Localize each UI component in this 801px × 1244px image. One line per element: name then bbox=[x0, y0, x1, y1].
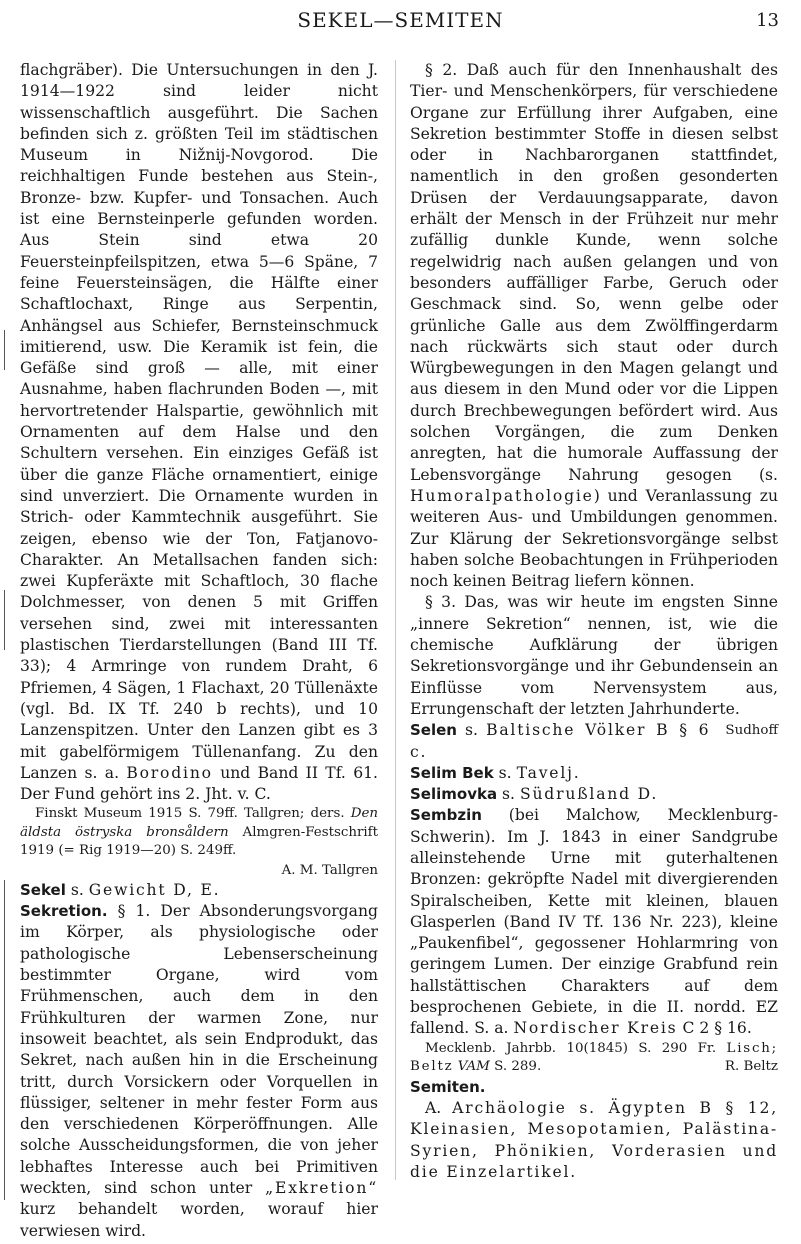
entry-selimovka: Selimovka s. Südrußland D. bbox=[410, 785, 659, 804]
scan-edge-mark bbox=[4, 590, 5, 650]
scan-edge-mark bbox=[4, 330, 5, 370]
page-header bbox=[0, 8, 801, 38]
entry-keyword: Semiten. bbox=[410, 1077, 486, 1096]
entry-keyword: Sekel bbox=[20, 880, 66, 899]
column-separator bbox=[395, 60, 396, 1180]
entry-keyword: Selim Bek bbox=[410, 763, 494, 782]
entry-keyword: Selimovka bbox=[410, 785, 498, 804]
entry-keyword: Selen bbox=[410, 721, 457, 740]
author-signature: R. Beltz bbox=[724, 1059, 778, 1075]
entry-semiten-body: A. Archäologie s. Ägypten B § 12, Kleinasien, Mesopotamien, Palästina-Syrien, Phönikien, Vorderasien und die Einzelartikel. bbox=[410, 1098, 778, 1181]
literature-reference: Mecklenb. Jahrbb. 10(1845) S. 290 Fr. Lisch; Beltz VAM S. 289. R. Beltz bbox=[410, 1040, 778, 1077]
entry-sekretion: Sekretion. § 1. Der Absonderungsvorgang im Körper, als physiologische oder pathologische Lebenserscheinung bestimmter Organe, wird vom Frühmenschen, auch dem in den Frühkulturen der warmen Zone, nur insoweit beachtet, als sein Endprodukt, das Sekret, nach außen hin in die Erscheinung tritt, durch Vorsickern oder Vorquellen in flüssiger, seltener in mehr fester Form aus den verschiedenen Körperöffnungen. Alle solche Ausscheidungsformen, die von jeher lebhaftes Interesse auch bei Primitiven weckten, sind schon unter „Exkretion“ kurz behandelt worden, worauf hier verwiesen wird. bbox=[20, 902, 378, 1240]
paragraph-borodino-find: flachgräber). Die Untersuchungen in den J. 1914—1922 sind leider nicht wissenschaftlich ausgeführt. Die Sachen befinden sich z. größten Teil im städtischen Museum in Nižnij-Novgorod. Die reichhaltigen Funde bestehen aus Stein-, Bronze- bzw. Kupfer- und Tonsachen. Auch ist eine Bernsteinperle gefunden worden. Aus Stein sind etwa 20 Feuersteinpfeilspitzen, etwa 5—6 Späne, 7 feine Feuersteinsägen, die Hälfte einer Schaftlochaxt, Ringe aus Serpentin, Anhängsel aus Schiefer, Bernsteinschmuck imitierend, usw. Die Keramik ist fein, die Gefäße sind groß — alle, mit einer Ausnahme, haben flachrunden Boden —, mit hervortretender Halspartie, gewöhnlich mit Ornamenten auf dem Halse und den Schultern versehen. Ein einziges Gefäß ist über die ganze Fläche ornamentiert, einige sind unverziert. Die Ornamente wurden in Strich- oder Kammtechnik ausgeführt. Sie zeigen, ebenso wie der Ton, Fatjanovo-Charakter. An Metallsachen fanden sich: zwei Kupferäxte mit Schaftloch, 30 flache Dolchmesser, von denen 5 mit Griffen versehen sind, zwei mit interessanten plastischen Tierdarstellungen (Band III Tf. 33); 4 Armringe von rundem Draht, 6 Pfriemen, 4 Sägen, 1 Flachaxt, 20 Tüllenäxte (vgl. Bd. IX Tf. 240 b rechts), und 10 Lanzenspitzen. Unter den Lanzen gibt es 3 mit gabelförmigem Tüllenanfang. Zu den Lanzen s. a. Borodino und Band II Tf. 61. Der Fund gehört ins 2. Jht. v. C. bbox=[20, 61, 378, 804]
entry-selen: Selen s. Baltische Völker B § 6 c. bbox=[410, 721, 711, 761]
cross-reference: Gewicht D, E. bbox=[88, 880, 221, 899]
scan-edge-mark bbox=[4, 880, 5, 1200]
literature-reference: Finskt Museum 1915 S. 79ff. Tallgren; ders. Den äldsta östryska bronsåldern Almgren-Festschrift 1919 (= Rig 1919—20) S. 249ff. bbox=[20, 806, 378, 859]
entry-selim-bek: Selim Bek s. Tavelj. bbox=[410, 763, 581, 782]
entry-sekel: Sekel s. Gewicht D, E. bbox=[20, 880, 221, 899]
entry-keyword: Sekretion. bbox=[20, 902, 108, 921]
cross-reference: Südrußland D. bbox=[519, 785, 659, 804]
paragraph-section-3: § 3. Das, was wir heute im engsten Sinne „innere Sekretion“ nennen, ist, wie die chemische Aufklärung der übrigen Sekretionsvorgänge und ihr Gebundensein an Einflüsse vom Nervensystem aus, Errungenschaft der letzten Jahrhunderte. Sudhoff bbox=[410, 592, 778, 720]
cross-reference: Baltische Völker B § 6 c. bbox=[410, 721, 711, 761]
cross-reference: Tavelj. bbox=[516, 763, 581, 782]
author-signature: Sudhoff bbox=[725, 723, 778, 739]
cross-reference: Archäologie s. Ägypten B § 12, Kleinasien, Mesopotamien, Palästina-Syrien, Phönikien, Vorderasien und die Einzelartikel. bbox=[410, 1098, 778, 1181]
page-number: 13 bbox=[756, 10, 779, 31]
cross-reference: „Exkretion“ bbox=[265, 1179, 378, 1198]
paragraph-section-2: § 2. Daß auch für den Innenhaushalt des Tier- und Menschenkörpers, für verschiedene Organe zur Erfüllung ihrer Aufgaben, eine Sekretion bestimmter Stoffe in diesen selbst oder in Nachbarorganen stattfindet, namentlich in den großen gesonderten Drüsen der Verdauungsapparate, davon erhält der Mensch in der Frühzeit nur mehr zufällig dunkle Kunde, wenn solche regelwidrig nach außen gelangen und von besonders auffälliger Farbe, Geruch oder Geschmack sind. So, wenn gelbe oder grünliche Galle aus dem Zwölffingerdarm nach rückwärts sich staut oder durch Würgbewegungen in den Magen gelangt und aus diesem in den Mund oder vor die Lippen durch Brechbewegungen befördert wird. Aus solchen Vorgängen, die zum Denken anregten, hat die humorale Auffassung der Lebensvorgänge Nahrung gesogen (s. Humoralpathologie) und Veranlassung zu weiteren Aus- und Umbildungen genommen. Zur Klärung der Sekretionsvorgänge selbst haben solche Beobachtungen in Frühperioden noch keinen Beitrag liefern können. bbox=[410, 61, 778, 591]
author-signature: A. M. Tallgren bbox=[281, 862, 378, 878]
cross-reference: Borodino bbox=[126, 763, 213, 782]
cross-reference: Humoralpathologie bbox=[410, 486, 594, 505]
left-column bbox=[20, 60, 378, 1242]
entry-keyword: Sembzin bbox=[410, 806, 482, 825]
cross-reference: Nordischer Kreis bbox=[513, 1019, 678, 1038]
entry-sembzin: Sembzin (bei Malchow, Mecklenburg-Schwerin). Im J. 1843 in einer Sandgrube alleinstehende Urne mit guterhaltenen Bronzen: gekröpfte Nadel mit divergierenden Spiralscheiben, Kette mit kleinen, blauen Glasperlen (Band IV Tf. 136 Nr. 223), kleine „Paukenfibel“, gegossener Hohlarmring von geringem Lumen. Der einzige Grabfund rein hallstättischen Charakters auf dem besprochenen Gebiete, in die II. nordd. EZ fallend. S. a. Nordischer Kreis C 2 § 16. bbox=[410, 806, 778, 1038]
running-title: SEKEL—SEMITEN bbox=[297, 8, 504, 32]
entry-semiten bbox=[410, 1077, 778, 1098]
right-column bbox=[410, 60, 778, 1183]
